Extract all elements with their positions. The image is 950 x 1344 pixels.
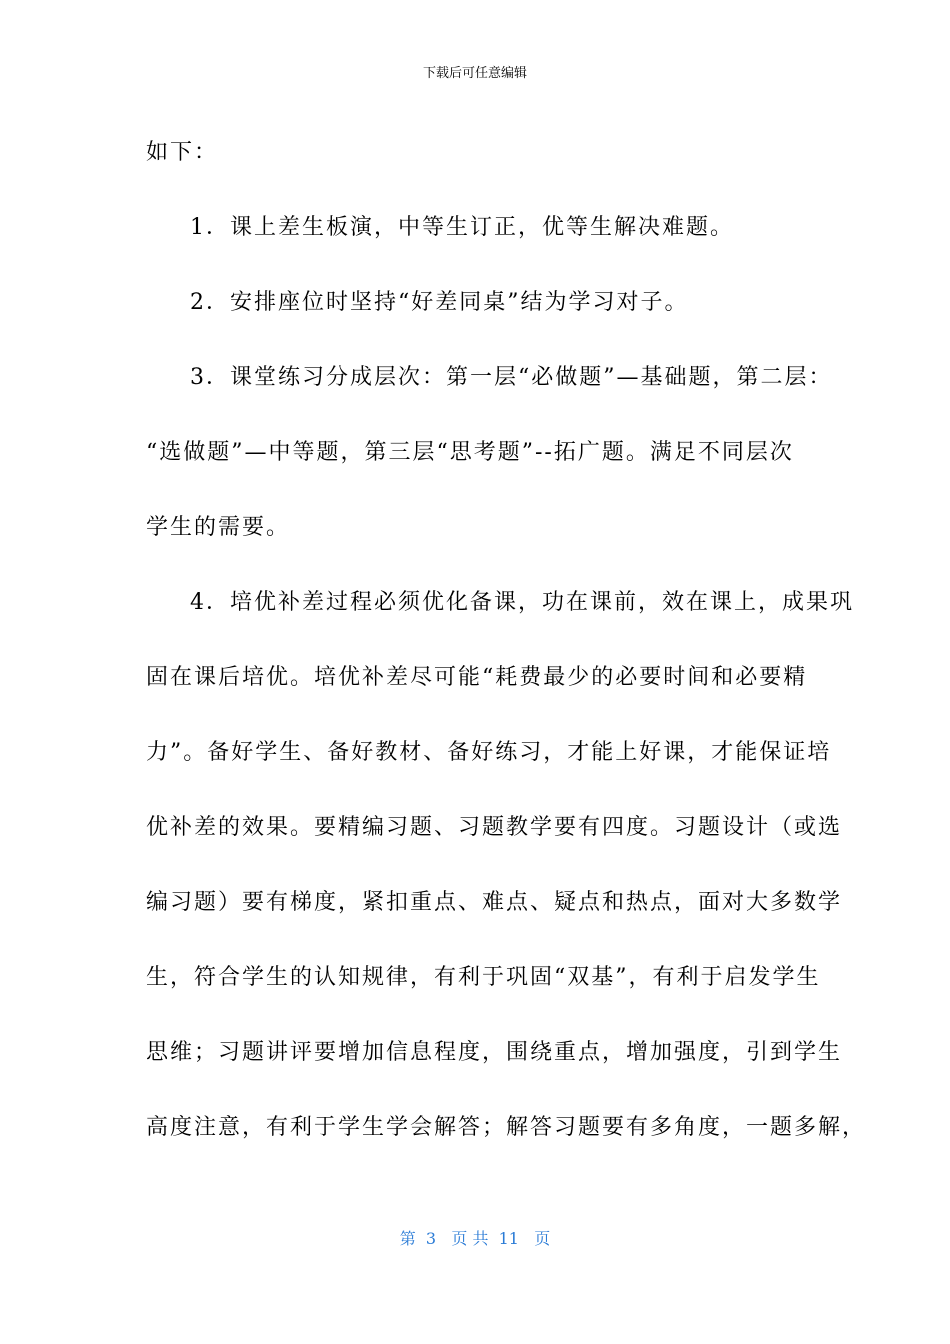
body-line: 2．安排座位时坚持“好差同桌”结为学习对子。: [190, 290, 689, 315]
page-number-footer: 第 3 页 共 11 页: [399, 1229, 551, 1248]
body-line: 4．培优补差过程必须优化备课，功在课前，效在课上，成果巩: [190, 590, 854, 615]
body-line: 编习题）要有梯度，紧扣重点、难点、疑点和热点，面对大多数学: [146, 890, 843, 915]
body-line: 思维；习题讲评要增加信息程度，围绕重点，增加强度，引到学生: [146, 1040, 843, 1065]
body-line: “选做题”—中等题，第三层“思考题”--拓广题。满足不同层次: [146, 440, 794, 465]
body-line: 1．课上差生板演，中等生订正，优等生解决难题。: [190, 215, 734, 240]
body-line: 固在课后培优。培优补差尽可能“耗费最少的必要时间和必要精: [146, 665, 808, 690]
body-line: 如下：: [146, 140, 219, 165]
body-line: 生，符合学生的认知规律，有利于巩固“双基”，有利于启发学生: [146, 965, 821, 990]
body-line: 力”。备好学生、备好教材、备好练习，才能上好课，才能保证培: [146, 740, 832, 765]
body-line: 优补差的效果。要精编习题、习题教学要有四度。习题设计（或选: [146, 815, 843, 840]
document-body: [146, 115, 867, 1165]
body-line: 3．课堂练习分成层次：第一层“必做题”—基础题，第二层：: [190, 365, 833, 390]
body-line: 高度注意，有利于学生学会解答；解答习题要有多角度，一题多解，: [146, 1115, 867, 1140]
page-header: 下载后可任意编辑: [422, 66, 527, 81]
body-line: 学生的需要。: [146, 515, 291, 540]
